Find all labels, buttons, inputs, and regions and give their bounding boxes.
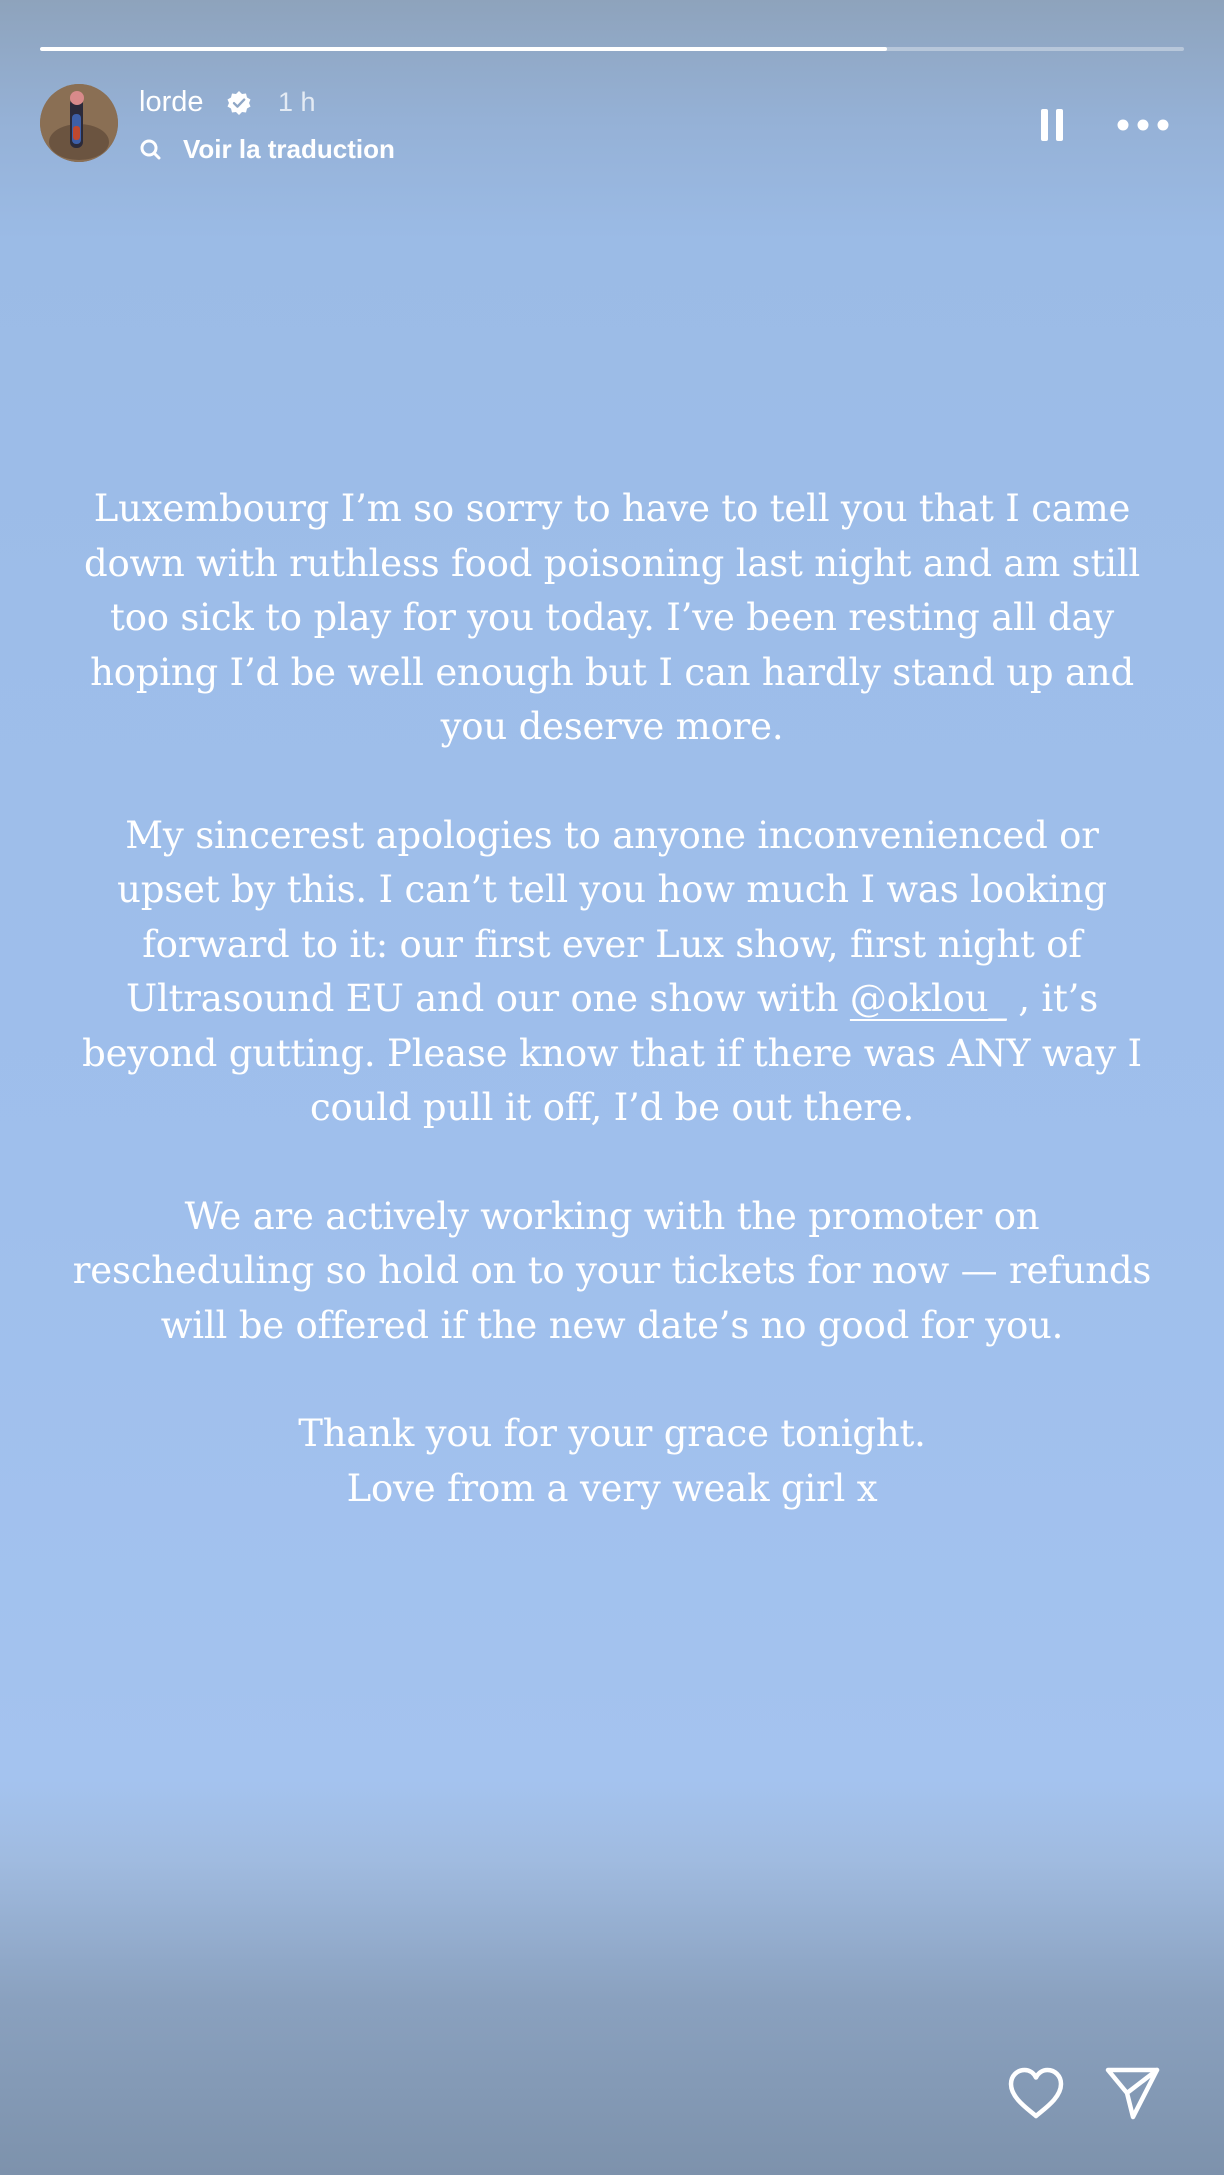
closing-line-1: Thank you for your grace tonight.	[298, 1412, 926, 1455]
story-progress-fill	[40, 47, 887, 51]
story-paragraph-2	[70, 809, 1154, 1136]
paragraph-2-start: My sincerest apologies to anyone inconvenienced or upset by this. I can’t tell you how much I was looking forward to it: our first ever Lux show, first night of Ultrasound EU and our one show with	[117, 813, 1107, 1020]
story-progress-bar	[40, 47, 1184, 51]
story-paragraph-1: Luxembourg I’m so sorry to have to tell you that I came down with ruthless food poisoning last night and am still too sick to play for you today. I’ve been resting all day hoping I’d be well enough but I can hardly stand up and you deserve more.	[83, 487, 1141, 748]
verified-badge-icon	[226, 90, 252, 116]
heart-icon[interactable]	[1004, 2063, 1068, 2123]
closing-line-2: Love from a very weak girl x	[346, 1466, 878, 1510]
avatar-image	[40, 84, 118, 162]
avatar[interactable]	[40, 84, 118, 162]
story-paragraph-3: We are actively working with the promoter on rescheduling so hold on to your tickets for now — refunds will be offered if the new date’s no good for you.	[72, 1194, 1152, 1347]
send-icon[interactable]	[1100, 2062, 1164, 2124]
paragraph-2-end: , it’s beyond gutting. Please know that if there was ANY way I could pull it off, I’d be out there.	[82, 977, 1142, 1129]
story-text	[70, 482, 1154, 1570]
translate-row[interactable]	[139, 132, 395, 166]
story-closing	[70, 1407, 1154, 1516]
post-timestamp: 1 h	[278, 87, 316, 117]
pause-icon[interactable]	[1030, 102, 1076, 148]
username[interactable]: lorde	[139, 86, 204, 118]
translate-icon	[139, 138, 161, 160]
mention-link[interactable]: @oklou_	[849, 977, 1007, 1020]
see-translation-link[interactable]: Voir la traduction	[183, 133, 395, 164]
story-header	[40, 84, 1184, 164]
more-horizontal-icon[interactable]	[1108, 102, 1178, 148]
